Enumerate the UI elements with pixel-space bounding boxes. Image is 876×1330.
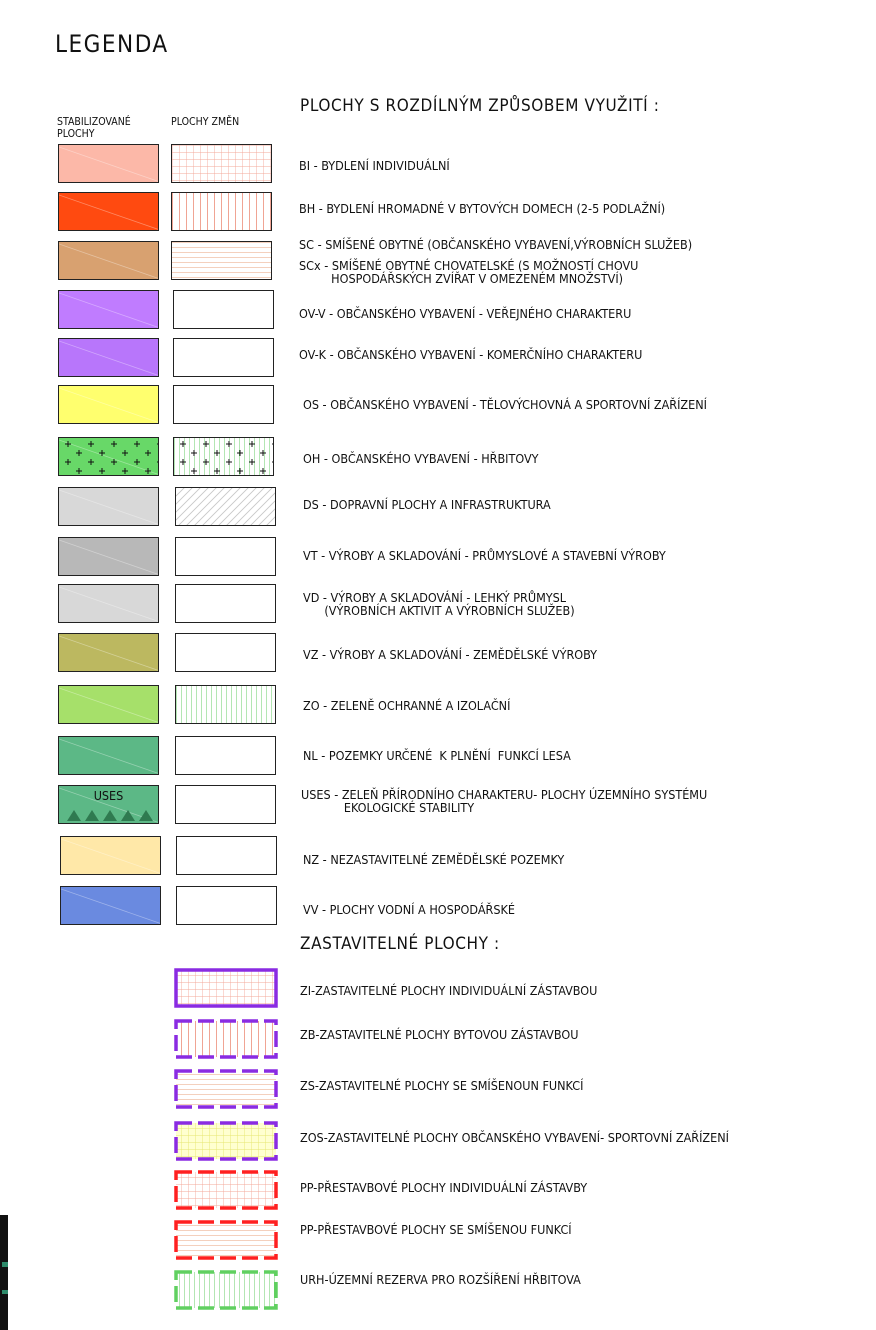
change-swatch [175, 633, 276, 672]
stabilized-swatch [58, 192, 159, 231]
stabilized-swatch [60, 836, 161, 875]
change-swatch [175, 487, 276, 526]
change-swatch [173, 437, 274, 476]
legend-label: OH - OBČANSKÉHO VYBAVENÍ - HŘBITOVY [303, 451, 539, 466]
stabilized-swatch [58, 537, 159, 576]
change-swatch [171, 241, 272, 280]
buildable-label: URH-ÚZEMNÍ REZERVA PRO ROZŠÍŘENÍ HŘBITOVA [300, 1272, 581, 1287]
buildable-label: PP-PŘESTAVBOVÉ PLOCHY SE SMÍŠENOU FUNKCÍ [300, 1222, 572, 1237]
stabilized-swatch [60, 886, 161, 925]
stabilized-swatch [58, 144, 159, 183]
buildable-label: ZI-ZASTAVITELNÉ PLOCHY INDIVIDUÁLNÍ ZÁSTAVBOU [300, 983, 598, 998]
change-swatch [173, 290, 274, 329]
legend-label: USES - ZELEŇ PŘÍRODNÍHO CHARAKTERU- PLOCHY ÚZEMNÍHO SYSTÉMU EKOLOGICKÉ STABILITY [301, 787, 708, 815]
stabilized-swatch [58, 685, 159, 724]
buildable-swatch [174, 1019, 278, 1059]
column-header-stabilized: STABILIZOVANÉ PLOCHY [57, 116, 131, 140]
change-swatch [175, 785, 276, 824]
swatch-label: USES [93, 788, 124, 803]
legend-label: VD - VÝROBY A SKLADOVÁNÍ - LEHKÝ PRŮMYSL (VÝROBNÍCH AKTIVIT A VÝROBNÍCH SLUŽEB) [303, 590, 575, 618]
legend-label: OV-V - OBČANSKÉHO VYBAVENÍ - VEŘEJNÉHO CHARAKTERU [299, 306, 632, 321]
change-swatch [171, 192, 272, 231]
legend-title: LEGENDA [55, 30, 169, 58]
stabilized-swatch [58, 437, 159, 476]
legend-label: BI - BYDLENÍ INDIVIDUÁLNÍ [299, 158, 450, 173]
buildable-swatch [174, 1069, 278, 1109]
buildable-swatch [174, 1220, 278, 1260]
change-swatch [176, 836, 277, 875]
stabilized-swatch [58, 584, 159, 623]
change-swatch [176, 886, 277, 925]
stabilized-swatch [58, 385, 159, 424]
legend-label: NZ - NEZASTAVITELNÉ ZEMĚDĚLSKÉ POZEMKY [303, 852, 565, 867]
legend-label: BH - BYDLENÍ HROMADNÉ V BYTOVÝCH DOMECH (2-5 PODLAŽNÍ) [299, 201, 666, 216]
buildable-swatch [174, 1170, 278, 1210]
change-swatch [175, 584, 276, 623]
buildable-swatch [174, 1270, 278, 1310]
buildable-swatch [174, 968, 278, 1008]
stabilized-swatch [58, 785, 159, 824]
change-swatch [175, 537, 276, 576]
buildable-swatch [174, 1121, 278, 1161]
change-swatch [173, 338, 274, 377]
stabilized-swatch [58, 633, 159, 672]
legend-label: OV-K - OBČANSKÉHO VYBAVENÍ - KOMERČNÍHO CHARAKTERU [299, 347, 643, 362]
legend-label: VV - PLOCHY VODNÍ A HOSPODÁŘSKÉ [303, 902, 515, 917]
forest-symbol-icon [59, 786, 159, 824]
legend-label: DS - DOPRAVNÍ PLOCHY A INFRASTRUKTURA [303, 497, 551, 512]
legend-label: VZ - VÝROBY A SKLADOVÁNÍ - ZEMĚDĚLSKÉ VÝROBY [303, 647, 598, 662]
stabilized-swatch [58, 338, 159, 377]
stabilized-swatch [58, 290, 159, 329]
change-swatch [171, 144, 272, 183]
legend-label: NL - POZEMKY URČENÉ K PLNĚNÍ FUNKCÍ LESA [303, 748, 571, 763]
legend-label: VT - VÝROBY A SKLADOVÁNÍ - PRŮMYSLOVÉ A STAVEBNÍ VÝROBY [303, 548, 666, 563]
change-swatch [175, 685, 276, 724]
buildable-label: PP-PŘESTAVBOVÉ PLOCHY INDIVIDUÁLNÍ ZÁSTAVBY [300, 1180, 588, 1195]
legend-label: SC - SMÍŠENÉ OBYTNÉ (OBČANSKÉHO VYBAVENÍ,VÝROBNÍCH SLUŽEB) [299, 237, 693, 252]
section-title-buildable: ZASTAVITELNÉ PLOCHY : [300, 934, 500, 954]
stabilized-swatch [58, 487, 159, 526]
buildable-label: ZB-ZASTAVITELNÉ PLOCHY BYTOVOU ZÁSTAVBOU [300, 1027, 579, 1042]
change-swatch [175, 736, 276, 775]
stabilized-swatch [58, 736, 159, 775]
legend-label: OS - OBČANSKÉHO VYBAVENÍ - TĚLOVÝCHOVNÁ A SPORTOVNÍ ZAŘÍZENÍ [303, 397, 707, 412]
buildable-label: ZOS-ZASTAVITELNÉ PLOCHY OBČANSKÉHO VYBAVENÍ- SPORTOVNÍ ZAŘÍZENÍ [300, 1130, 729, 1145]
column-header-changes: PLOCHY ZMĚN [171, 116, 240, 128]
stabilized-swatch [58, 241, 159, 280]
section-title-use: PLOCHY S ROZDÍLNÝM ZPŮSOBEM VYUŽITÍ : [300, 96, 660, 116]
buildable-label: ZS-ZASTAVITELNÉ PLOCHY SE SMÍŠENOUN FUNKCÍ [300, 1078, 584, 1093]
change-swatch [173, 385, 274, 424]
legend-label: SCx - SMÍŠENÉ OBYTNÉ CHOVATELSKÉ (S MOŽNOSTÍ CHOVU HOSPODÁŘSKÝCH ZVÍŘAT V OMEZENÉM MNOŽSTVÍ) [299, 258, 639, 286]
legend-label: ZO - ZELENĚ OCHRANNÉ A IZOLAČNÍ [303, 698, 511, 713]
